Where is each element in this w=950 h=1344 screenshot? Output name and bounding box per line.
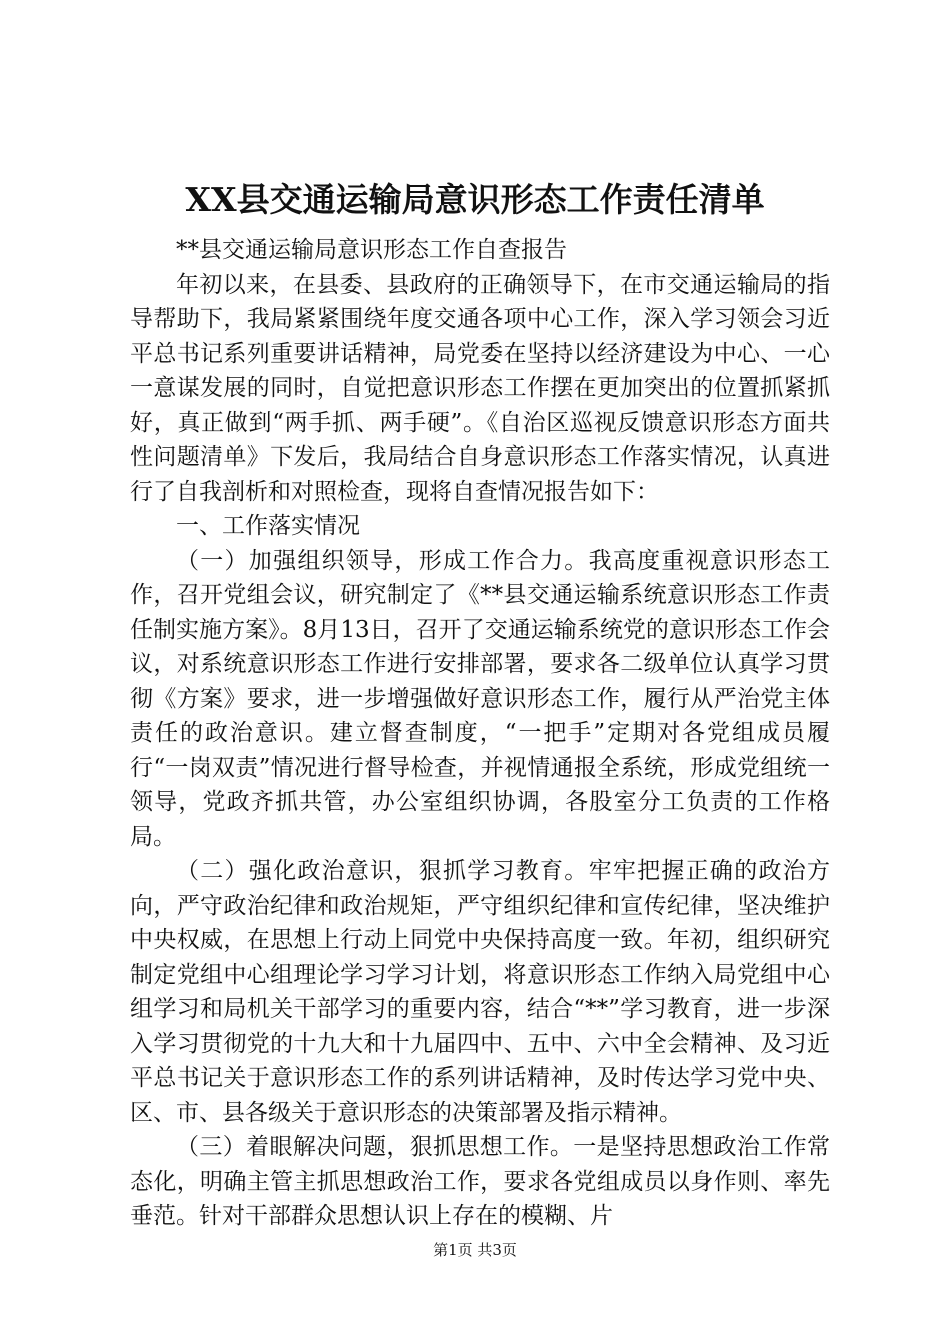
document-title: XX县交通运输局意识形态工作责任清单	[185, 180, 765, 219]
document-subtitle: **县交通运输局意识形态工作自查报告	[176, 237, 567, 263]
paragraph-political-awareness: （二）强化政治意识，狠抓学习教育。牢牢把握正确的政治方向，严守政治纪律和政治规矩，严守组织纪律和宣传纪律，坚决维护中央权威，在思想上行动上同党中央保持高度一致。年初，组织研究制定党组中心组理论学习学习计划，将意识形态工作纳入局党组中心组学习和局机关干部学习的重要内容，结合“**”学习教育，进一步深入学习贯彻党的十九大和十九届四中、五中、六中全会精神、及习近平总书记关于意识形态工作的系列讲话精神，及时传达学习党中央、区、市、县各级关于意识形态的决策部署及指示精神。	[130, 858, 830, 1126]
document-body	[130, 233, 830, 1234]
paragraph-organization: （一）加强组织领导，形成工作合力。我高度重视意识形态工作，召开党组会议，研究制定了《**县交通运输系统意识形态工作责任制实施方案》。8月13日，召开了交通运输系统党的意识形态工作会议，对系统意识形态工作进行安排部署，要求各二级单位认真学习贯彻《方案》要求，进一步增强做好意识形态工作，履行从严治党主体责任的政治意识。建立督查制度，“一把手”定期对各党组成员履行“一岗双责”情况进行督导检查，并视情通报全系统，形成党组统一领导，党政齐抓共管，办公室组织协调，各股室分工负责的工作格局。	[130, 547, 830, 850]
section-heading: 一、工作落实情况	[176, 513, 360, 539]
page-number-footer: 第1页 共3页	[433, 1241, 517, 1259]
paragraph-intro: 年初以来，在县委、县政府的正确领导下，在市交通运输局的指导帮助下，我局紧紧围绕年度交通各项中心工作，深入学习领会习近平总书记系列重要讲话精神，局党委在坚持以经济建设为中心、一心一意谋发展的同时，自觉把意识形态工作摆在更加突出的位置抓紧抓好，真正做到“两手抓、两手硬”。《自治区巡视反馈意识形态方面共性问题清单》下发后，我局结合自身意识形态工作落实情况，认真进行了自我剖析和对照检查，现将自查情况报告如下：	[130, 271, 830, 505]
paragraph-ideological-work: （三）着眼解决问题，狠抓思想工作。一是坚持思想政治工作常态化，明确主管主抓思想政治工作，要求各党组成员以身作则、率先垂范。针对干部群众思想认识上存在的模糊、片	[130, 1134, 830, 1229]
